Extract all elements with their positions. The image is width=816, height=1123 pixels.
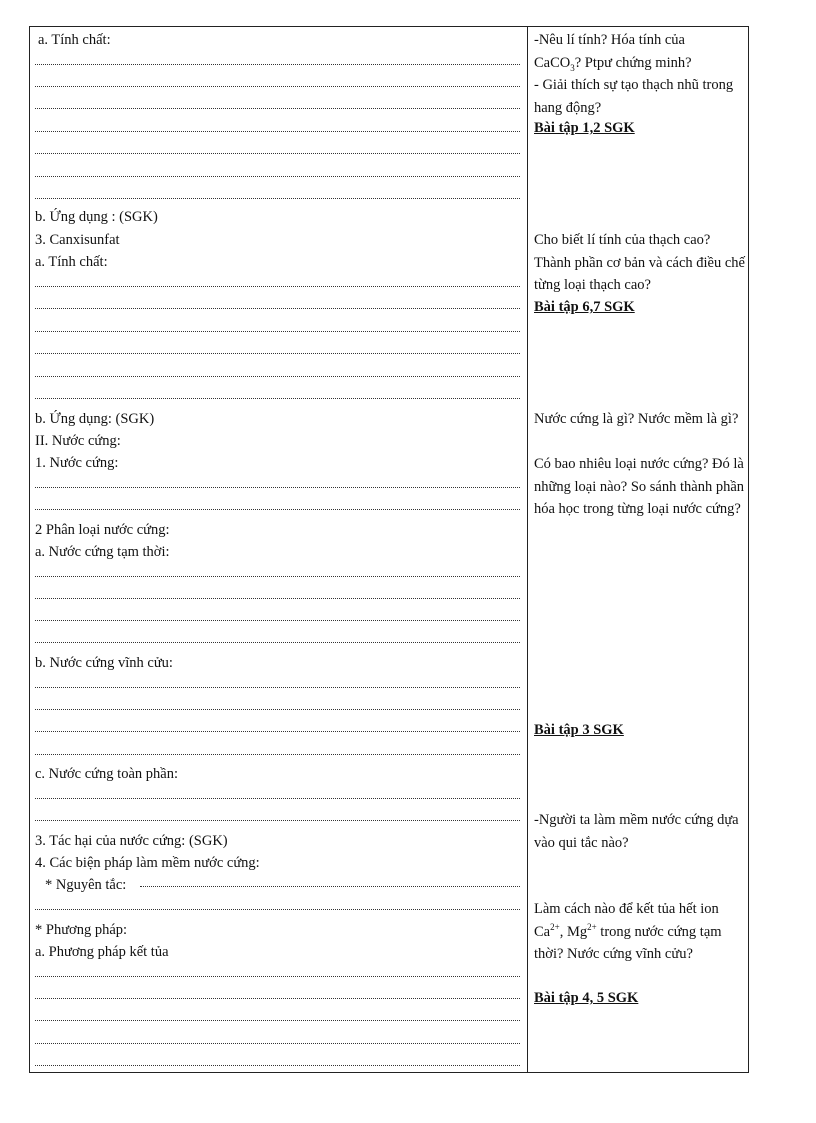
heading-nguyen-tac: * Nguyên tắc: xyxy=(45,877,127,893)
answer-line xyxy=(35,687,520,688)
heading-ket-tua: a. Phương pháp kết tủa xyxy=(35,944,169,960)
superscript: 2+ xyxy=(587,921,597,932)
answer-line xyxy=(35,798,520,799)
heading-canxisunfat: 3. Canxisunfat xyxy=(35,232,120,248)
question-gypsum: Cho biết lí tính của thạch cao? Thành phần cơ bản và cách điều chế từng loại thạch cao? xyxy=(534,232,745,293)
heading-tinh-chat-2: a. Tính chất: xyxy=(35,254,108,270)
answer-line xyxy=(35,998,520,999)
answer-line xyxy=(35,86,520,87)
answer-line xyxy=(35,286,520,287)
answer-line xyxy=(35,176,520,177)
answer-line xyxy=(35,108,520,109)
subscript: 3 xyxy=(570,62,575,73)
answer-line xyxy=(35,820,520,821)
answer-line xyxy=(35,153,520,154)
answer-line xyxy=(35,754,520,755)
answer-line xyxy=(140,886,520,887)
heading-phan-loai: 2 Phân loại nước cứng: xyxy=(35,522,170,538)
answer-line xyxy=(35,487,520,488)
question-precipitation xyxy=(534,898,746,966)
answer-line xyxy=(35,131,520,132)
answer-line xyxy=(35,976,520,977)
formula-text: ? Ptpư chứng minh? xyxy=(574,54,692,71)
heading-tinh-chat-1: a. Tính chất: xyxy=(38,32,111,48)
answer-line xyxy=(35,398,520,399)
answer-line xyxy=(35,331,520,332)
question-line: -Nêu lí tính? Hóa tính của xyxy=(534,32,685,48)
answer-line xyxy=(35,353,520,354)
heading-nuoc-cung-1: 1. Nước cứng: xyxy=(35,455,119,471)
heading-toan-phan: c. Nước cứng toàn phần: xyxy=(35,766,178,782)
heading-ung-dung-2: b. Ứng dụng: (SGK) xyxy=(35,411,155,427)
answer-line xyxy=(35,1020,520,1021)
superscript: 2+ xyxy=(550,921,560,932)
heading-vinh-cuu: b. Nước cứng vĩnh cửu: xyxy=(35,655,173,671)
answer-line xyxy=(35,709,520,710)
answer-line xyxy=(35,1065,520,1066)
answer-line xyxy=(35,642,520,643)
question-text: trong nước cứng tạm thời? Nước cứng vĩnh cửu? xyxy=(534,923,722,962)
answer-line xyxy=(35,509,520,510)
heading-bien-phap: 4. Các biện pháp làm mềm nước cứng: xyxy=(35,855,260,871)
question-text: , Mg xyxy=(559,923,588,940)
heading-tac-hai: 3. Tác hại của nước cứng: (SGK) xyxy=(35,833,228,849)
answer-line xyxy=(35,620,520,621)
heading-phuong-phap: * Phương pháp: xyxy=(35,922,128,938)
question-hard-water: Nước cứng là gì? Nước mềm là gì? xyxy=(534,411,739,427)
answer-line xyxy=(35,731,520,732)
answer-line xyxy=(35,1043,520,1044)
answer-line xyxy=(35,598,520,599)
answer-line xyxy=(35,64,520,65)
heading-tam-thoi: a. Nước cứng tạm thời: xyxy=(35,544,170,560)
answer-line xyxy=(35,308,520,309)
heading-nuoc-cung: II. Nước cứng: xyxy=(35,433,121,449)
exercise-ref-4-5: Bài tập 4, 5 SGK xyxy=(534,990,639,1006)
question-hard-water-types: Có bao nhiêu loại nước cứng? Đó là những loại nào? So sánh thành phần hóa học trong từng loại nước cứng? xyxy=(534,456,745,517)
column-divider xyxy=(527,26,528,1073)
heading-ung-dung-1: b. Ứng dụng : (SGK) xyxy=(35,209,158,225)
question-line: - Giải thích sự tạo thạch nhũ trong hang động? xyxy=(534,77,734,116)
question-text: Làm cách nào để kết tủa hết ion Ca xyxy=(534,901,719,940)
question-calcium-carbonate xyxy=(534,29,746,119)
exercise-ref-6-7: Bài tập 6,7 SGK xyxy=(534,299,635,315)
question-softening-rule: -Người ta làm mềm nước cứng dựa vào qui tắc nào? xyxy=(534,812,739,851)
answer-line xyxy=(35,198,520,199)
answer-line xyxy=(35,909,520,910)
question-line xyxy=(534,52,746,75)
answer-line xyxy=(35,576,520,577)
exercise-ref-1-2: Bài tập 1,2 SGK xyxy=(534,120,635,136)
exercise-ref-3: Bài tập 3 SGK xyxy=(534,722,624,738)
formula-text: CaCO xyxy=(534,54,571,71)
answer-line xyxy=(35,376,520,377)
